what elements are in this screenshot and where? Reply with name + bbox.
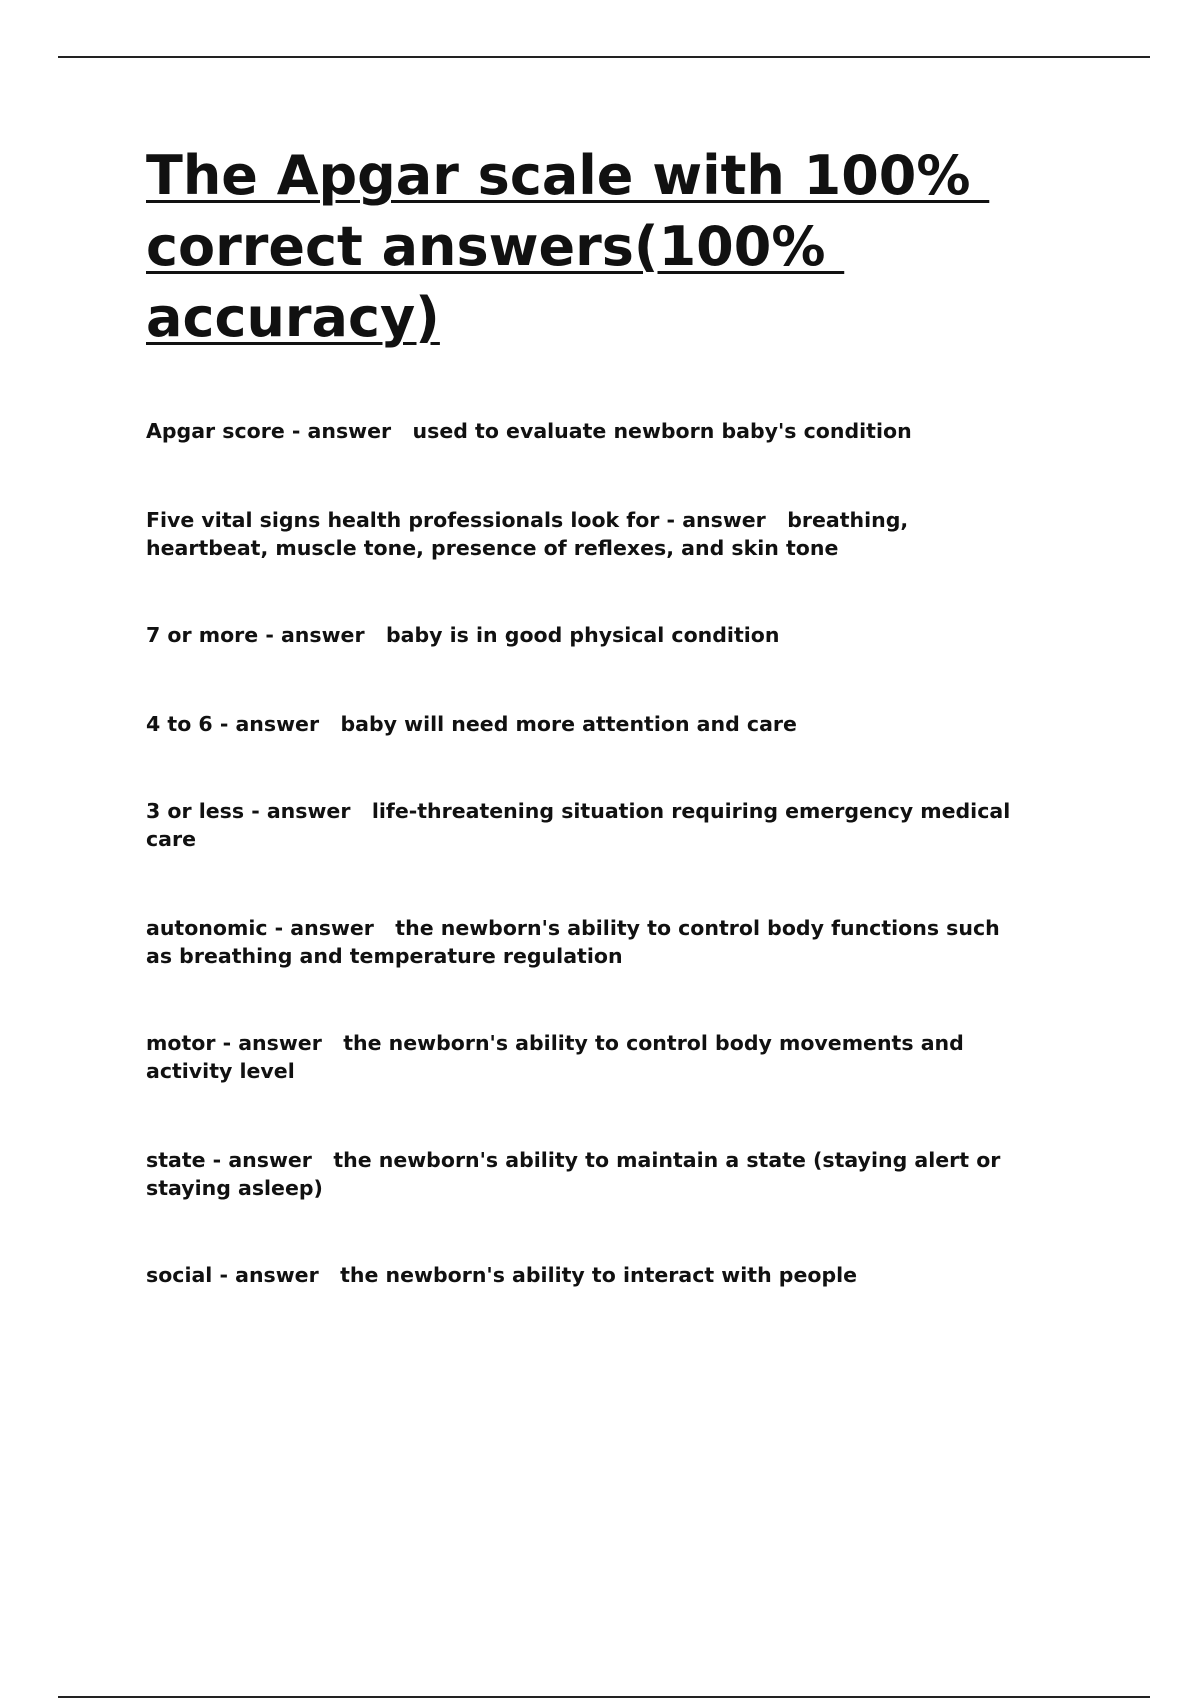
qa-item: autonomic - answer the newborn's ability to control body functions such as breathing and temperature regulation bbox=[146, 916, 1000, 968]
qa-item: 3 or less - answer life-threatening situation requiring emergency medical care bbox=[146, 799, 1011, 851]
qa-item: social - answer the newborn's ability to interact with people bbox=[146, 1263, 858, 1287]
title-line: The Apgar scale with 100% bbox=[146, 144, 990, 207]
document-title bbox=[146, 140, 989, 353]
top-rule bbox=[58, 56, 1150, 58]
qa-item: 4 to 6 - answer baby will need more attention and care bbox=[146, 712, 797, 736]
qa-item: Five vital signs health professionals look for - answer breathing, heartbeat, muscle tone, presence of reflexes, and skin tone bbox=[146, 508, 909, 560]
bottom-rule bbox=[58, 1696, 1150, 1698]
qa-item: Apgar score - answer used to evaluate newborn baby's condition bbox=[146, 419, 912, 443]
qa-item: motor - answer the newborn's ability to control body movements and activity level bbox=[146, 1031, 964, 1083]
title-line: accuracy) bbox=[146, 286, 440, 349]
qa-item: 7 or more - answer baby is in good physical condition bbox=[146, 623, 780, 647]
qa-item: state - answer the newborn's ability to maintain a state (staying alert or staying asleep) bbox=[146, 1148, 1001, 1200]
title-line: correct answers(100% bbox=[146, 215, 845, 278]
